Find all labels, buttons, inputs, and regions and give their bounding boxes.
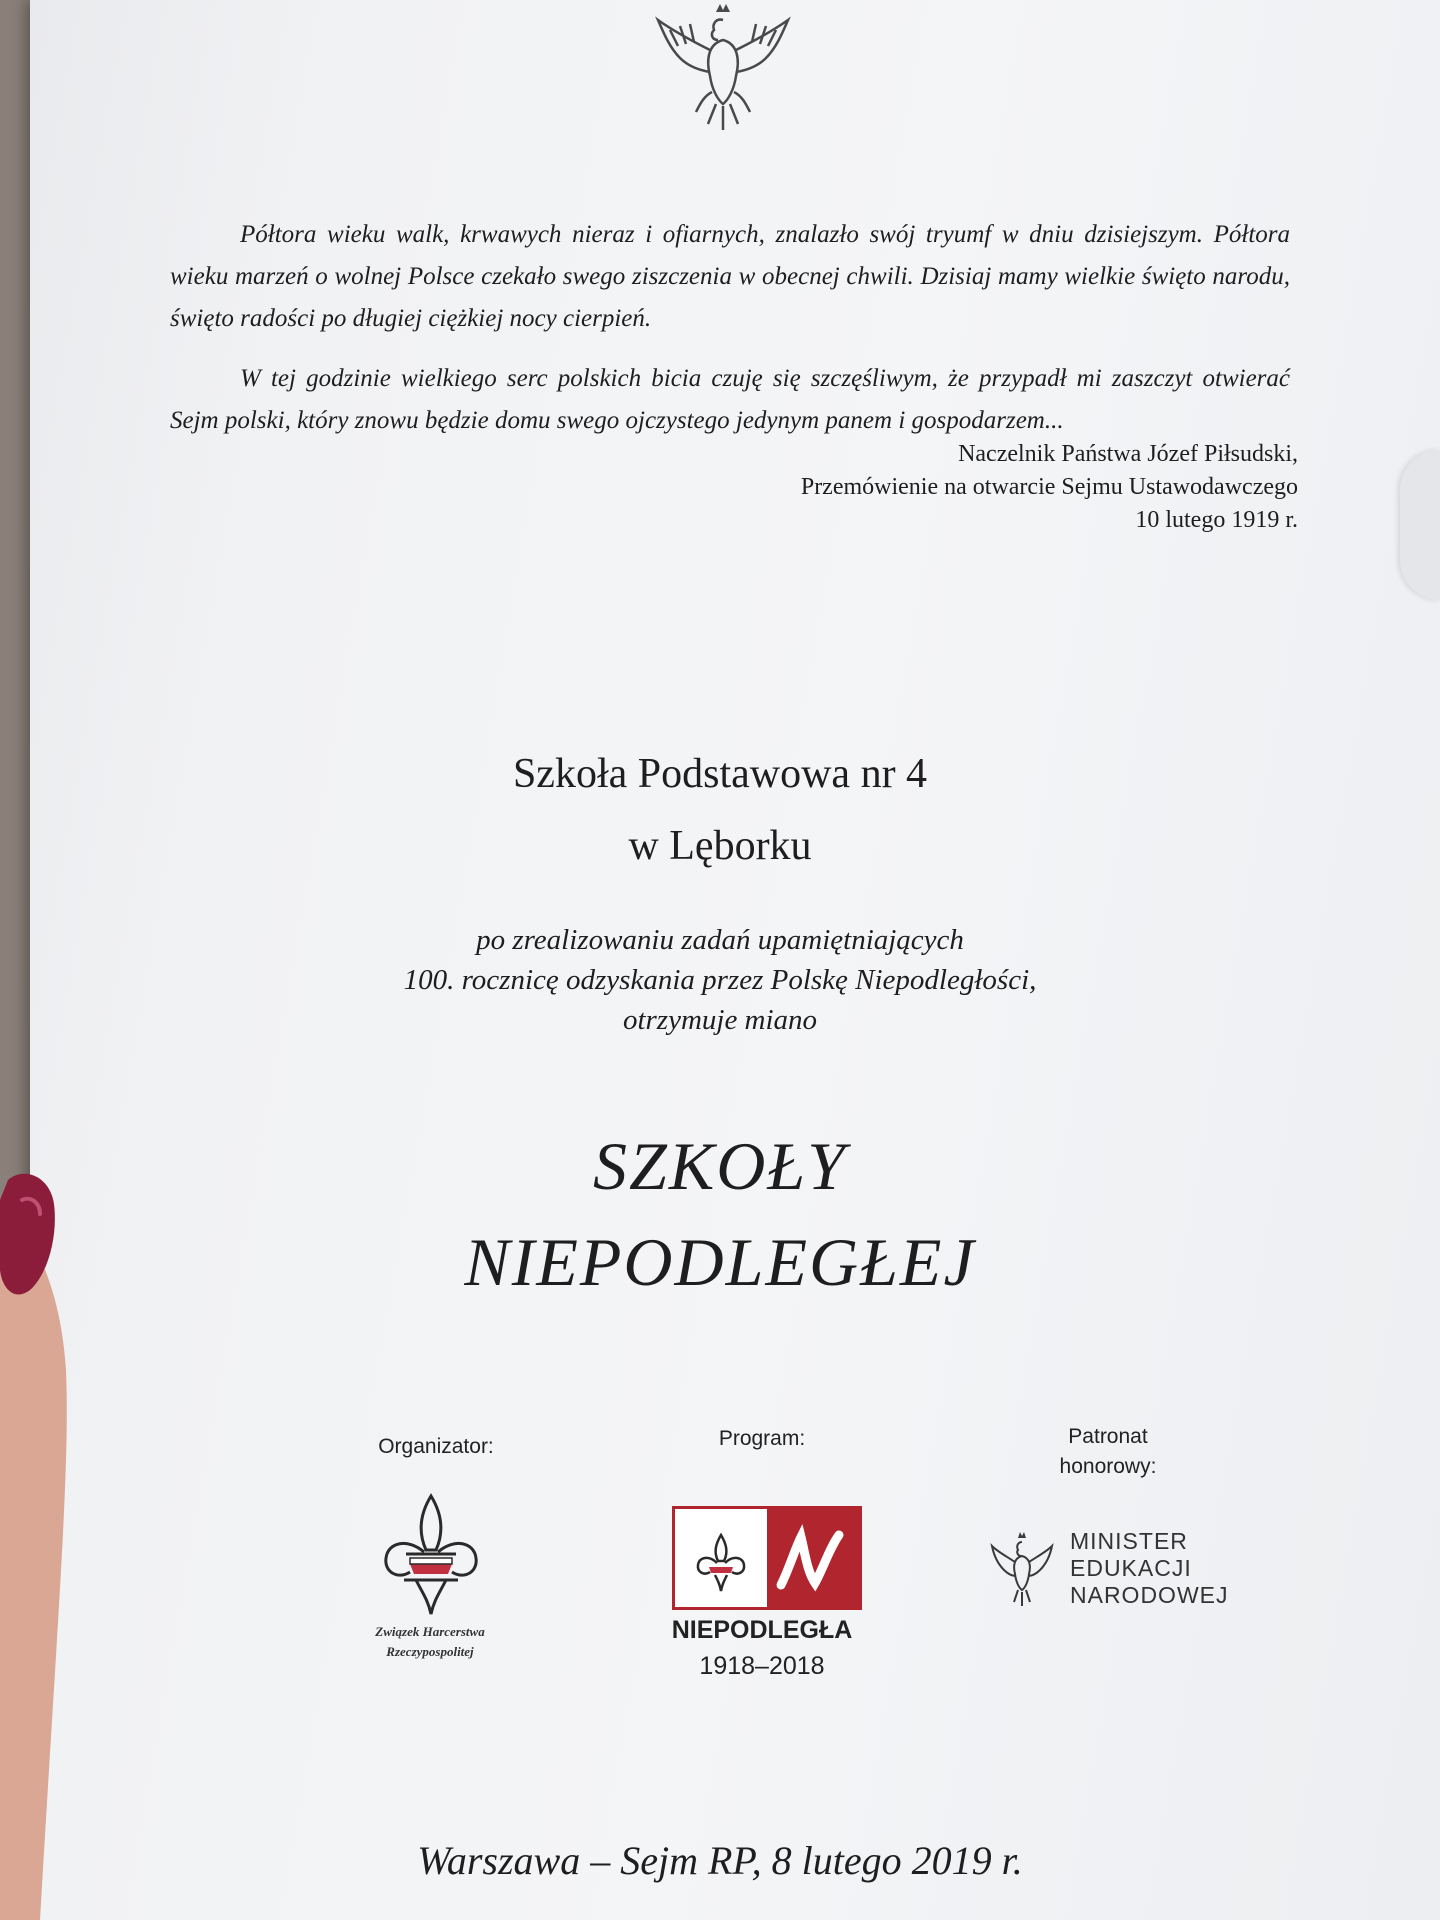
patron-name: [1070, 1528, 1229, 1609]
organizer-name-line-1: Związek Harcerstwa: [375, 1624, 485, 1639]
patron-label: [958, 1422, 1258, 1482]
quote-paragraph-2: W tej godzinie wielkiego serc polskich bicia czuję się szczęśliwym, że przypadł mi zaszczyt otwierać Sejm polski, który znowu będzie domu swego ojczystego jedynym panem i gospodarzem...: [170, 365, 1290, 434]
patron-name-line-2: EDUKACJI: [1070, 1555, 1192, 1581]
patron-name-line-3: NARODOWEJ: [1070, 1582, 1229, 1608]
niepodlegla-logo-right: [767, 1509, 859, 1607]
honor-title-line-1: SZKOŁY: [593, 1128, 847, 1204]
polish-eagle-emblem-icon: [650, 0, 796, 140]
school-name-line-1: Szkoła Podstawowa nr 4: [512, 751, 928, 797]
patron-name-line-1: MINISTER: [1070, 1528, 1188, 1554]
attribution-date: 10 lutego 1919 r.: [1135, 507, 1298, 533]
school-name: [0, 738, 1440, 882]
school-name-line-2: w Lęborku: [628, 823, 812, 869]
program-years: 1918–2018: [699, 1652, 825, 1680]
program-label: Program:: [718, 1427, 806, 1450]
patron-label-line-1: Patronat: [1068, 1425, 1148, 1448]
fleur-de-lis-scout-icon: [380, 1492, 482, 1618]
folder-tab: [1400, 450, 1440, 600]
award-description: [0, 920, 1440, 1040]
honor-title-line-2: NIEPODLEGŁEJ: [464, 1224, 976, 1300]
patron-label-line-2: honorowy:: [1059, 1455, 1157, 1478]
niepodlegla-logo-left: [675, 1509, 767, 1607]
organizer-name-line-2: Rzeczypospolitej: [386, 1644, 474, 1659]
polish-eagle-icon: [988, 1530, 1056, 1608]
quote-paragraph-1: Półtora wieku walk, krwawych nieraz i ofiarnych, znalazło swój tryumf w dniu dzisiejszym. Półtora wieku marzeń o wolnej Polsce czekało swego ziszczenia w obecnej chwili. Dzisiaj mamy wielkie święto narodu, święto radości po długiej ciężkiej nocy cierpień.: [170, 221, 1290, 332]
program-name: NIEPODLEGŁA: [671, 1616, 853, 1644]
hand-holding-document: [0, 1140, 80, 1920]
attribution-source: Przemówienie na otwarcie Sejmu Ustawodawczego: [800, 474, 1298, 500]
footer-place-date: Warszawa – Sejm RP, 8 lutego 2019 r.: [417, 1838, 1023, 1883]
niepodlegla-logo-icon: [672, 1506, 862, 1610]
honor-title: [0, 1118, 1440, 1310]
small-fleur-de-lis-icon: [675, 1509, 767, 1607]
organizer-name: [340, 1622, 520, 1662]
description-line-2: 100. rocznicę odzyskania przez Polskę Niepodległości,: [403, 964, 1037, 996]
description-line-1: po zrealizowaniu zadań upamiętniających: [476, 924, 964, 956]
description-line-3: otrzymuje miano: [622, 1004, 818, 1036]
organizer-label: Organizator:: [378, 1435, 494, 1458]
quote-attribution: [801, 438, 1298, 537]
attribution-author: Naczelnik Państwa Józef Piłsudski,: [958, 441, 1298, 467]
n-letter-icon: [767, 1509, 859, 1607]
